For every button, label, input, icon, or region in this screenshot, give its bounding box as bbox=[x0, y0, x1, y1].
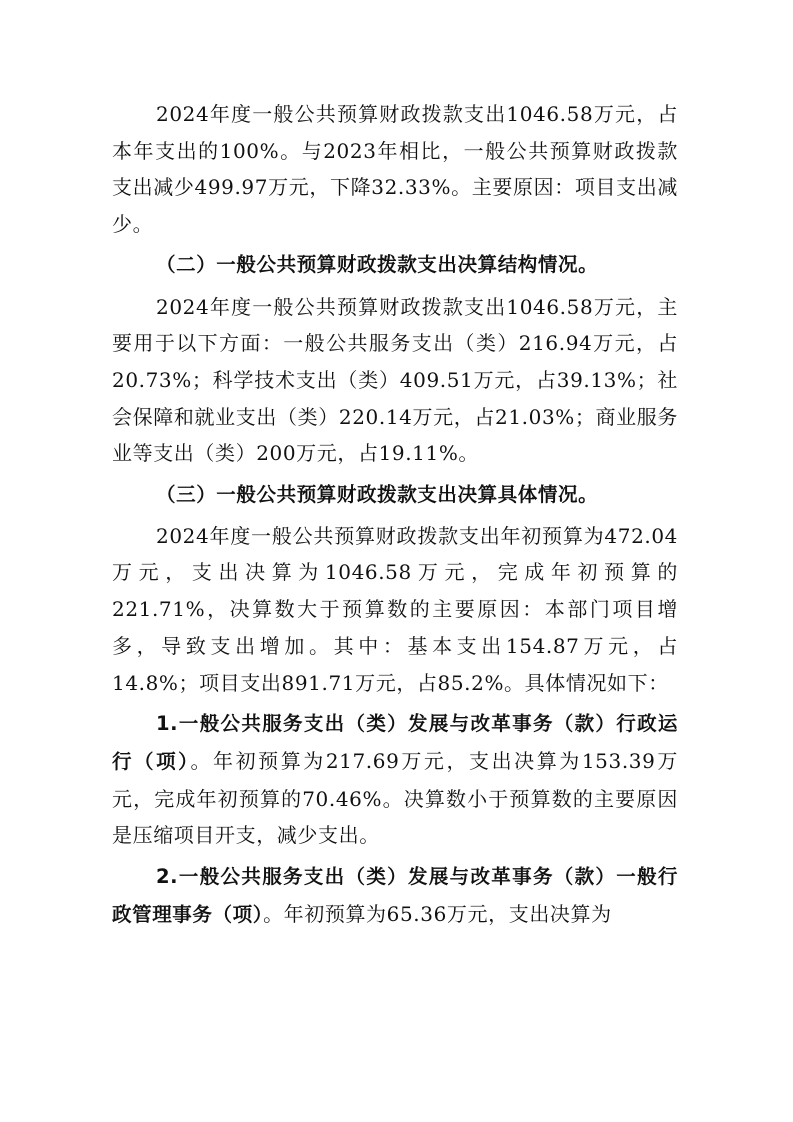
item-title: 2.一般公共服务支出（类）发展与改革事务（款）一般行政管理事务（项） bbox=[112, 865, 678, 926]
item-body: 。年初预算为65.36万元，支出决算为 bbox=[263, 901, 612, 926]
item-general-admin-operation bbox=[112, 705, 678, 854]
item-title: 1.一般公共服务支出（类）发展与改革事务（款）行政运行（项） bbox=[112, 712, 678, 773]
section-heading-details: （三）一般公共预算财政拨款支出决算具体情况。 bbox=[156, 482, 599, 506]
paragraph-total-expenditure: 2024年度一般公共预算财政拨款支出1046.58万元，占本年支出的100%。与2023年相比，一般公共预算财政拨款支出减少499.97万元，下降32.33%。主要原因：项目支出减少。 bbox=[112, 102, 678, 237]
paragraph-expenditure-details: 2024年度一般公共预算财政拨款支出年初预算为472.04万元，支出决算为1046.58万元，完成年初预算的221.71%，决算数大于预算数的主要原因：本部门项目增多，导致支出增加。其中：基本支出154.87万元，占14.8%；项目支出891.71万元，占85.2%。具体情况如下： bbox=[112, 523, 678, 695]
paragraph-expenditure-structure: 2024年度一般公共预算财政拨款支出1046.58万元，主要用于以下方面：一般公共服务支出（类）216.94万元，占20.73%；科学技术支出（类）409.51万元，占39.13%；社会保障和就业支出（类）220.14万元，占21.03%；商业服务业等支出（类）200万元，占19.11%。 bbox=[112, 294, 678, 466]
section-heading-structure: （二）一般公共预算财政拨款支出决算结构情况。 bbox=[156, 253, 599, 277]
document-body bbox=[112, 96, 678, 933]
item-general-admin-affairs bbox=[112, 858, 678, 933]
item-body: 。年初预算为217.69万元，支出决算为153.39万元，完成年初预算的70.46%。决算数小于预算数的主要原因是压缩项目开支，减少支出。 bbox=[112, 748, 678, 848]
